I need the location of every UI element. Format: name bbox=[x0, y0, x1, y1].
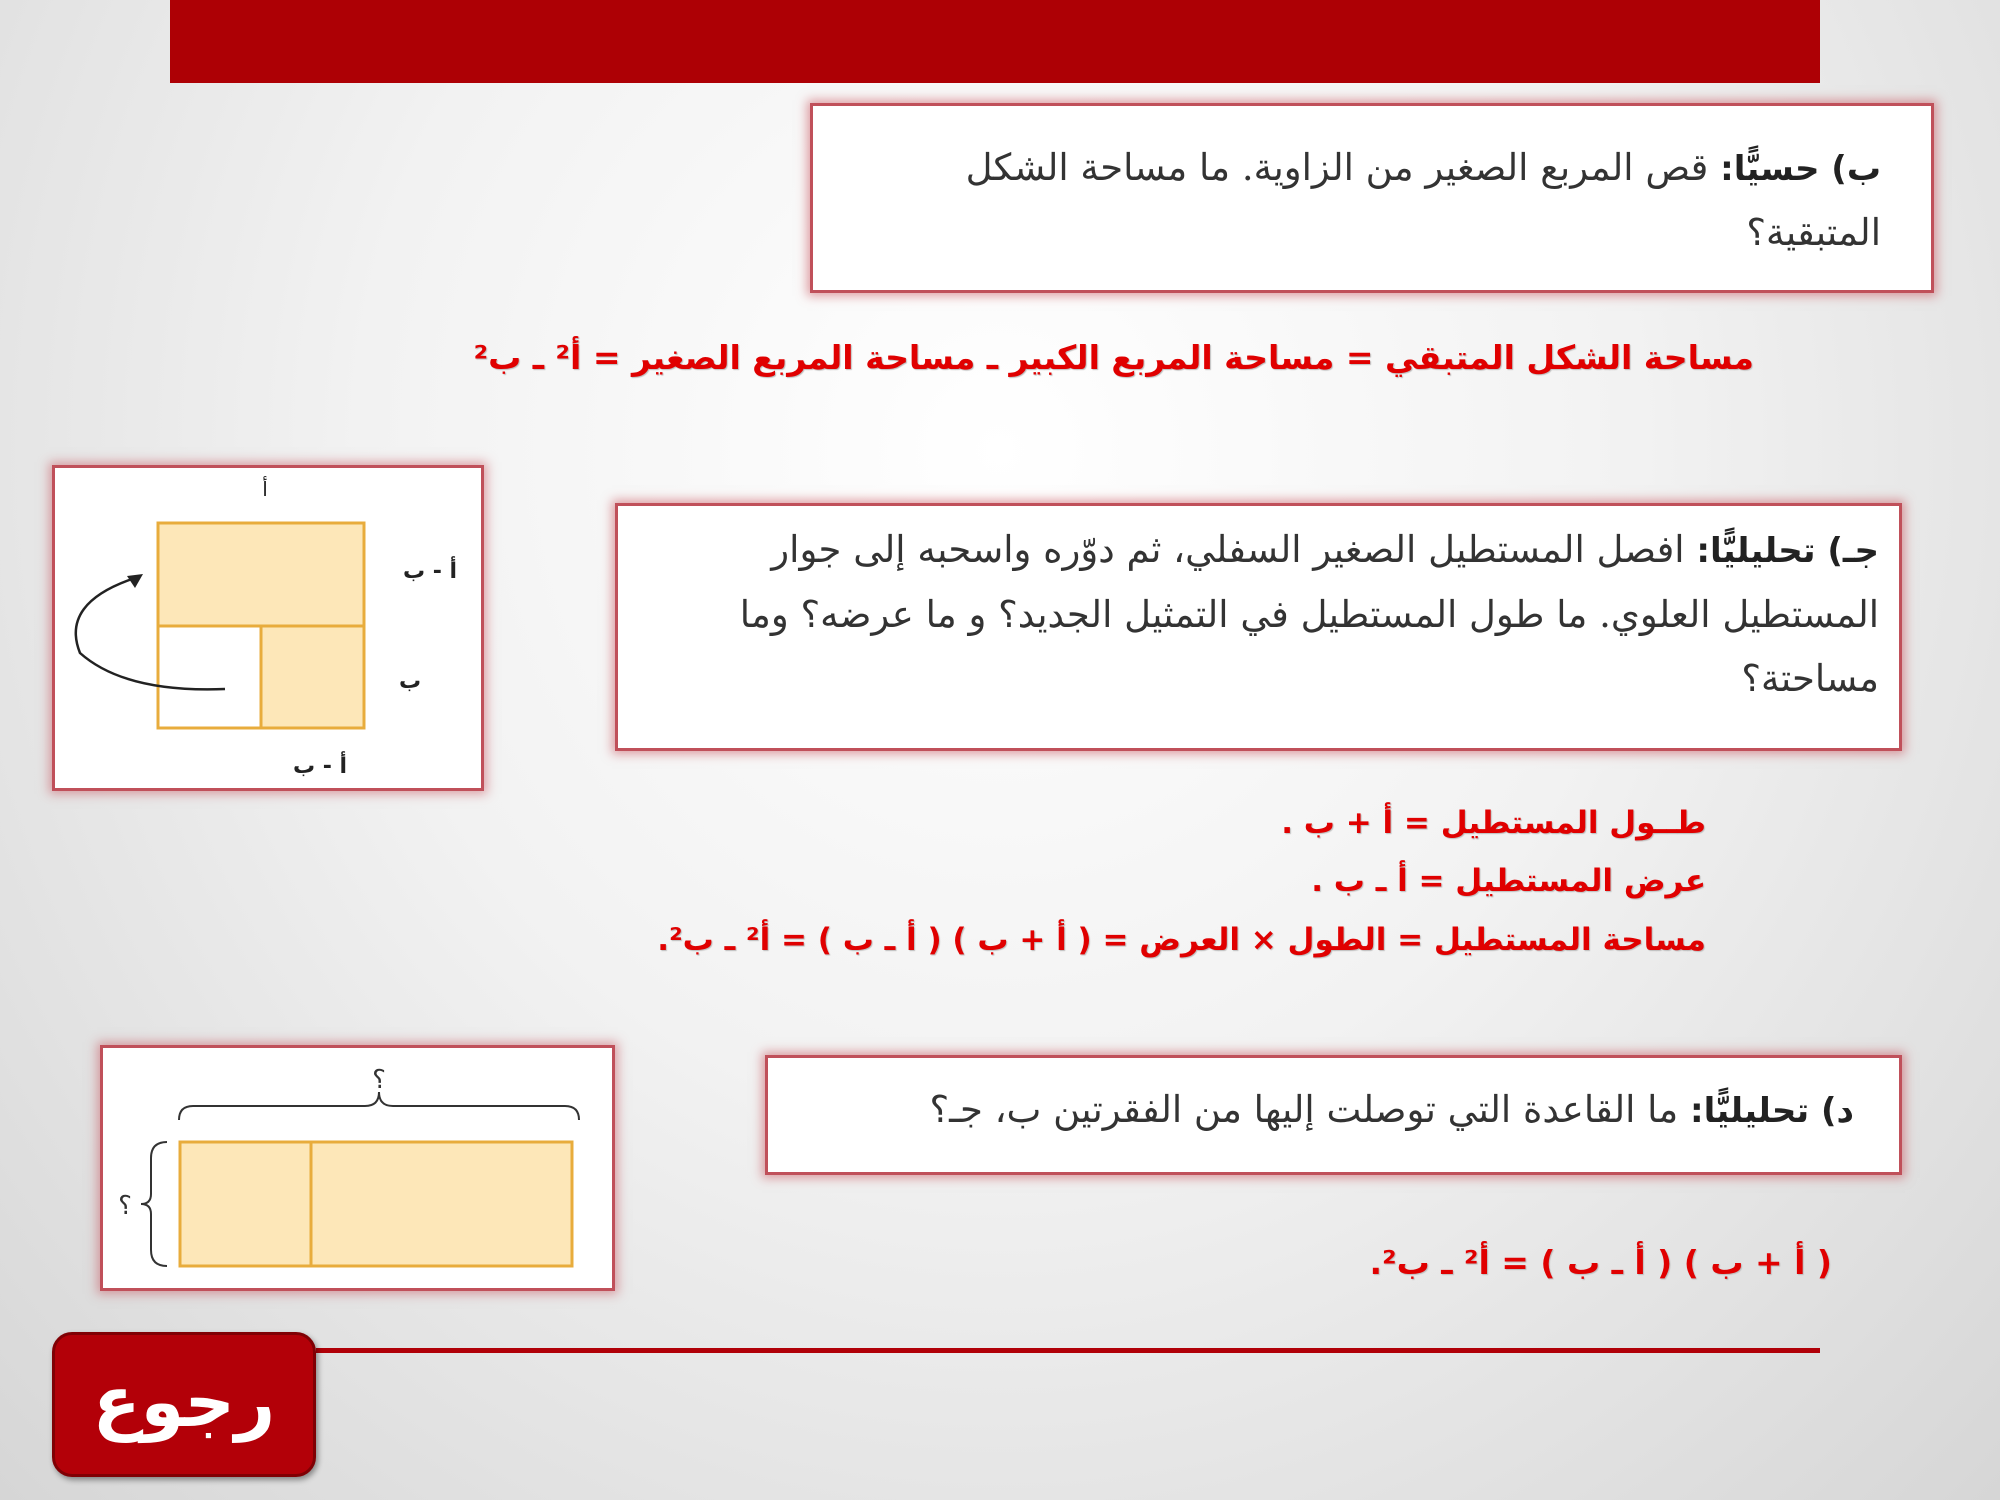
label-a-minus-b-right: أ - ب bbox=[402, 559, 458, 584]
figure-d-svg bbox=[103, 1048, 612, 1288]
answer-b: مساحة الشكل المتبقي = مساحة المربع الكبير ـ مساحة المربع الصغير = أ² ـ ب² bbox=[473, 338, 1754, 377]
top-rectangle bbox=[158, 523, 364, 626]
question-d-text bbox=[808, 1078, 1854, 1143]
top-brace-icon bbox=[179, 1092, 579, 1120]
question-b-body: قص المربع الصغير من الزاوية. ما مساحة الشكل المتبقية؟ bbox=[965, 146, 1881, 254]
answer-c-length: طــول المستطيل = أ + ب . bbox=[1281, 805, 1706, 841]
question-c-text bbox=[668, 518, 1879, 711]
question-d-body: ما القاعدة التي توصلت إليها من الفقرتين ب، جـ؟ bbox=[929, 1088, 1679, 1131]
question-b-text bbox=[863, 136, 1881, 265]
bottom-rectangle bbox=[261, 626, 364, 728]
question-c-body: افصل المستطيل الصغير السفلي، ثم دوّره واسحبه إلى جوار المستطيل العلوي. ما طول المستطيل في التمثيل الجديد؟ و ما عرضه؟ وما مساحتة؟ bbox=[739, 528, 1879, 700]
back-button[interactable]: رجوع bbox=[52, 1332, 316, 1477]
label-a-minus-b-bottom: أ - ب bbox=[292, 754, 348, 779]
combined-rectangle bbox=[180, 1142, 572, 1266]
label-top-question: ؟ bbox=[372, 1065, 386, 1095]
answer-d: ( أ + ب ) ( أ ـ ب ) = أ² ـ ب². bbox=[1369, 1243, 1832, 1282]
question-d-label: د) تحليليًّا: bbox=[1690, 1091, 1854, 1131]
answer-c-width: عرض المستطيل = أ ـ ب . bbox=[1311, 863, 1706, 899]
question-b-box bbox=[810, 103, 1934, 293]
question-d-box bbox=[765, 1055, 1902, 1175]
label-b-right: ب bbox=[398, 669, 422, 694]
bottom-divider bbox=[316, 1348, 1820, 1353]
question-c-box bbox=[615, 503, 1902, 751]
figure-c bbox=[52, 465, 484, 791]
top-banner bbox=[170, 0, 1820, 83]
left-brace-icon bbox=[141, 1142, 167, 1266]
question-b-label: ب) حسيًّا: bbox=[1720, 149, 1881, 189]
figure-d bbox=[100, 1045, 615, 1291]
answer-c-area: مساحة المستطيل = الطول × العرض = ( أ + ب ) ( أ ـ ب ) = أ² ـ ب². bbox=[657, 922, 1706, 958]
label-a-top: أ bbox=[262, 477, 268, 501]
question-c-label: جـ) تحليليًّا: bbox=[1696, 531, 1879, 571]
label-left-question: ؟ bbox=[118, 1191, 132, 1221]
figure-c-svg bbox=[55, 468, 481, 788]
small-square bbox=[158, 626, 261, 728]
